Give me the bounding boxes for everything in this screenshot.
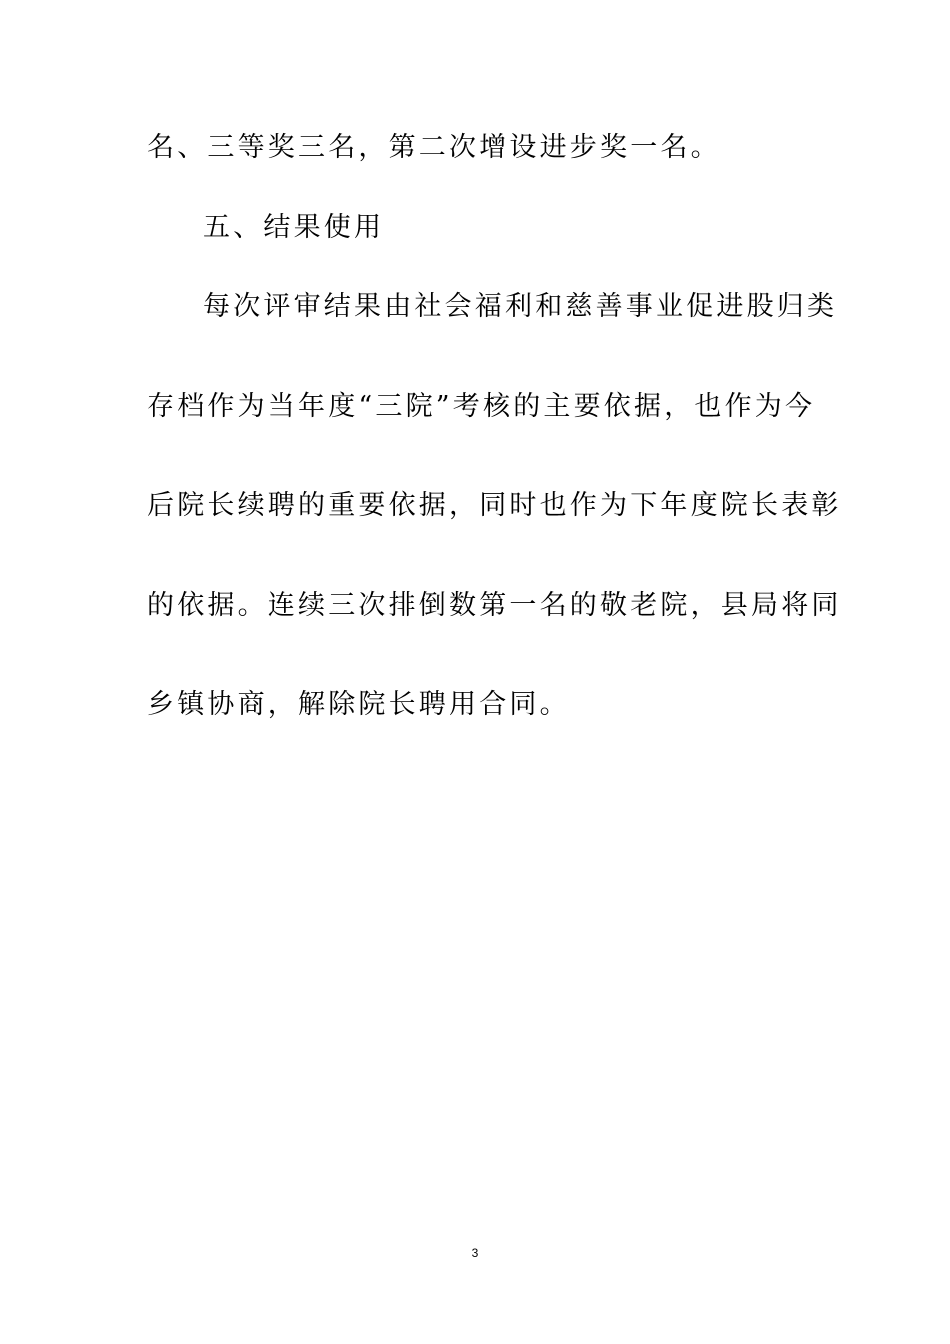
paragraph-line-3: 后院长续聘的重要依据，同时也作为下年度院长表彰 xyxy=(147,490,842,521)
paragraph-line-2: 存档作为当年度“三院”考核的主要依据，也作为今 xyxy=(147,391,816,422)
page-number: 3 xyxy=(471,1246,479,1260)
paragraph-continuation-line: 名、三等奖三名，第二次增设进步奖一名。 xyxy=(147,132,721,163)
paragraph-line-1: 每次评审结果由社会福利和慈善事业促进股归类 xyxy=(203,291,838,322)
section-heading: 五、结果使用 xyxy=(203,212,385,243)
paragraph-line-4: 的依据。连续三次排倒数第一名的敬老院，县局将同 xyxy=(147,590,842,621)
paragraph-line-5: 乡镇协商，解除院长聘用合同。 xyxy=(147,689,570,720)
